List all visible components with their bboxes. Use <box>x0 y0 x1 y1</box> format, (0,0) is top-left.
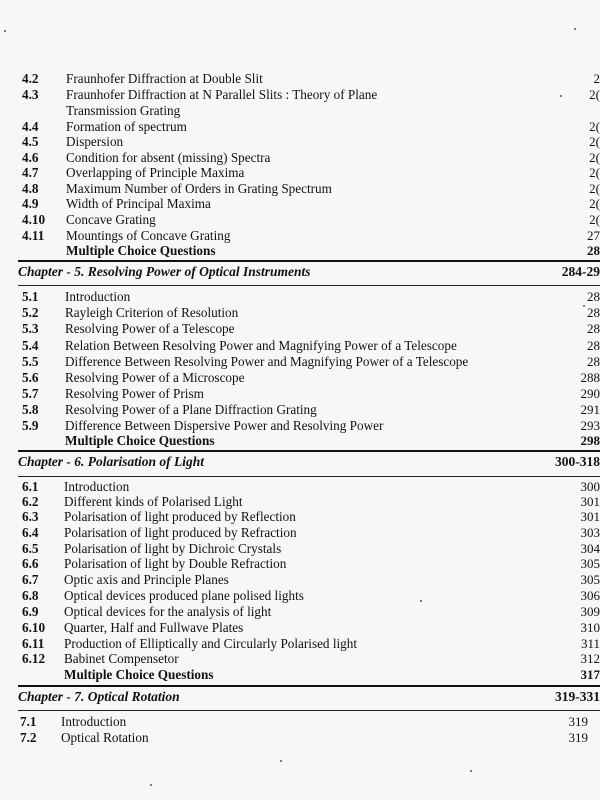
page-number: 303 <box>580 525 600 540</box>
page-number: 27 <box>587 228 600 243</box>
page-number: 291 <box>580 402 600 417</box>
section-number: 6.3 <box>22 509 39 524</box>
page-number: 317 <box>580 667 600 682</box>
section-number: 4.6 <box>22 150 39 165</box>
section-title: Production of Elliptically and Circularly Polarised light <box>64 636 358 651</box>
scan-speck <box>470 770 472 772</box>
section-title: Optic axis and Principle Planes <box>64 572 229 587</box>
section-title: Formation of spectrum <box>66 119 187 134</box>
section-title: Width of Principal Maxima <box>66 196 211 211</box>
page-number: 2( <box>589 150 600 165</box>
toc-entry-row <box>0 165 600 181</box>
toc-entry-row <box>0 305 600 321</box>
section-number: 4.3 <box>22 87 39 102</box>
scan-speck <box>280 760 282 762</box>
section-number: 6.1 <box>22 479 39 494</box>
section-title: Concave Grating <box>66 212 156 227</box>
section-number: 6.11 <box>22 636 45 651</box>
toc-entry-row <box>0 479 600 495</box>
toc-entry-row <box>0 604 600 620</box>
page-number: 298 <box>580 433 600 448</box>
section-title: Introduction <box>65 289 131 304</box>
chapter-heading <box>18 451 600 473</box>
toc-entry-row <box>0 243 600 259</box>
section-title: Difference Between Resolving Power and Magnifying Power of a Telescope <box>65 354 469 369</box>
toc-entry-row <box>0 667 600 683</box>
toc-entry-row <box>0 196 600 212</box>
scan-speck <box>560 95 562 97</box>
chapter-rule-bottom <box>18 710 600 711</box>
page-number: 310 <box>580 620 600 635</box>
page-number: 319 <box>568 714 588 729</box>
toc-entry-row <box>0 730 600 746</box>
page-number: 290 <box>580 386 600 401</box>
toc-entry-row <box>0 588 600 604</box>
page-number: 311 <box>580 636 600 651</box>
section-number: 4.9 <box>22 196 39 211</box>
mcq-label: Multiple Choice Questions <box>64 667 214 682</box>
chapter-page-range: 319-331 <box>555 689 600 704</box>
toc-entry-row <box>0 433 600 449</box>
section-number: 6.10 <box>22 620 46 635</box>
section-number: 5.1 <box>22 289 39 304</box>
section-title: Fraunhofer Diffraction at N Parallel Slits : Theory of Plane <box>66 87 378 102</box>
toc-entry-row <box>0 119 600 135</box>
section-number: 6.4 <box>22 525 39 540</box>
toc-entry-row <box>0 134 600 150</box>
section-number: 6.5 <box>22 541 39 556</box>
section-title: Resolving Power of Prism <box>65 386 204 401</box>
chapter-page-range: 300-318 <box>555 454 600 469</box>
chapter-rule-bottom <box>18 285 600 286</box>
section-number: 5.9 <box>22 418 39 433</box>
scan-speck <box>150 784 152 786</box>
page-number: 28 <box>587 338 600 353</box>
section-title: Mountings of Concave Grating <box>66 228 231 243</box>
section-title: Polarisation of light produced by Refraction <box>64 525 297 540</box>
section-number: 6.7 <box>22 572 39 587</box>
page-number: 288 <box>580 370 600 385</box>
section-title: Optical devices for the analysis of light <box>64 604 272 619</box>
toc-entry-row <box>0 354 600 370</box>
section-title: Resolving Power of a Telescope <box>65 321 235 336</box>
toc-entry-row <box>0 525 600 541</box>
section-number: 5.3 <box>22 321 39 336</box>
section-title: Rayleigh Criterion of Resolution <box>65 305 239 320</box>
section-number: 7.1 <box>20 714 37 729</box>
section-title: Overlapping of Principle Maxima <box>66 165 245 180</box>
section-title: Optical devices produced plane polised lights <box>64 588 304 603</box>
page-number: 319 <box>568 730 588 745</box>
scan-speck <box>583 305 585 307</box>
toc-entry-row <box>0 289 600 305</box>
page-number: 305 <box>580 572 600 587</box>
section-number: 5.5 <box>22 354 39 369</box>
page-number: 306 <box>580 588 600 603</box>
page-number: 2( <box>589 134 600 149</box>
toc-entry-row <box>0 418 600 434</box>
page-number: 2( <box>589 119 600 134</box>
section-number: 6.8 <box>22 588 39 603</box>
section-title: Maximum Number of Orders in Grating Spectrum <box>66 181 332 196</box>
scan-speck <box>574 28 576 30</box>
section-number: 4.10 <box>22 212 46 227</box>
section-number: 6.6 <box>22 556 39 571</box>
section-title: Introduction <box>64 479 130 494</box>
toc-entry-row <box>0 494 600 510</box>
scan-speck <box>4 30 6 32</box>
scan-speck <box>420 600 422 602</box>
toc-entry-row <box>0 386 600 402</box>
toc-entry-row <box>0 651 600 667</box>
section-number: 5.6 <box>22 370 39 385</box>
section-title: Resolving Power of a Plane Diffraction Grating <box>65 402 317 417</box>
section-title: Polarisation of light by Double Refraction <box>64 556 287 571</box>
page-number: 2( <box>589 181 600 196</box>
section-number: 4.7 <box>22 165 39 180</box>
section-number: 5.8 <box>22 402 39 417</box>
toc-entry-row <box>0 228 600 244</box>
page-number: 304 <box>580 541 600 556</box>
page-number: 2( <box>589 87 600 102</box>
section-title: Dispersion <box>66 134 124 149</box>
section-number: 6.12 <box>22 651 46 666</box>
section-number: 4.2 <box>22 71 39 86</box>
section-title: Polarisation of light produced by Reflection <box>64 509 296 524</box>
page-number: 293 <box>580 418 600 433</box>
page-number: 312 <box>580 651 600 666</box>
section-title: Babinet Compensetor <box>64 651 179 666</box>
section-number: 5.2 <box>22 305 39 320</box>
section-title: Different kinds of Polarised Light <box>64 494 243 509</box>
page-number: 2( <box>589 165 600 180</box>
section-number: 4.4 <box>22 119 39 134</box>
page-number: 28 <box>587 305 600 320</box>
toc-entry-row <box>0 181 600 197</box>
section-number: 4.5 <box>22 134 39 149</box>
toc-entry-row <box>0 71 600 87</box>
section-title: Introduction <box>61 714 127 729</box>
section-title: Optical Rotation <box>61 730 149 745</box>
toc-entry-row <box>0 402 600 418</box>
chapter-heading <box>18 686 600 708</box>
chapter-rule-bottom <box>18 476 600 477</box>
section-number: 4.8 <box>22 181 39 196</box>
chapter-title: Chapter - 6. Polarisation of Light <box>18 454 205 469</box>
page-number: 28 <box>587 243 600 258</box>
toc-entry-row <box>0 338 600 354</box>
section-title: Quarter, Half and Fullwave Plates <box>64 620 244 635</box>
page-number: 28 <box>587 289 600 304</box>
chapter-heading <box>18 261 600 283</box>
page-number: 301 <box>580 494 600 509</box>
toc-entry-row <box>0 556 600 572</box>
page-number: 305 <box>580 556 600 571</box>
mcq-label: Multiple Choice Questions <box>65 433 215 448</box>
toc-entry-row <box>0 321 600 337</box>
section-title: Resolving Power of a Microscope <box>65 370 245 385</box>
section-number: 4.11 <box>22 228 45 243</box>
section-title: Fraunhofer Diffraction at Double Slit <box>66 71 263 86</box>
page-number: 2( <box>589 212 600 227</box>
page-number: 2 <box>593 71 600 86</box>
toc-entry-row <box>0 572 600 588</box>
toc-entry-row <box>0 541 600 557</box>
chapter-page-range: 284-29 <box>561 264 600 279</box>
section-number: 5.7 <box>22 386 39 401</box>
toc-entry-row <box>0 509 600 525</box>
toc-entry-row <box>0 370 600 386</box>
section-number: 7.2 <box>20 730 37 745</box>
toc-entry-row <box>0 103 600 119</box>
section-title: Condition for absent (missing) Spectra <box>66 150 271 165</box>
toc-entry-row <box>0 620 600 636</box>
page-number: 2( <box>589 196 600 211</box>
toc-entry-row <box>0 714 600 730</box>
section-title: Relation Between Resolving Power and Magnifying Power of a Telescope <box>65 338 457 353</box>
mcq-label: Multiple Choice Questions <box>66 243 216 258</box>
toc-entry-row <box>0 212 600 228</box>
section-title: Transmission Grating <box>66 103 181 118</box>
toc-entry-row <box>0 636 600 652</box>
section-number: 6.2 <box>22 494 39 509</box>
page-number: 28 <box>587 354 600 369</box>
toc-entry-row <box>0 87 600 103</box>
section-number: 6.9 <box>22 604 39 619</box>
chapter-title: Chapter - 5. Resolving Power of Optical Instruments <box>18 264 311 279</box>
section-title: Polarisation of light by Dichroic Crystals <box>64 541 282 556</box>
section-number: 5.4 <box>22 338 39 353</box>
section-title: Difference Between Dispersive Power and Resolving Power <box>65 418 384 433</box>
toc-entry-row <box>0 150 600 166</box>
page-number: 309 <box>580 604 600 619</box>
chapter-title: Chapter - 7. Optical Rotation <box>18 689 180 704</box>
page-number: 301 <box>580 509 600 524</box>
page-number: 300 <box>580 479 600 494</box>
page-number: 28 <box>587 321 600 336</box>
